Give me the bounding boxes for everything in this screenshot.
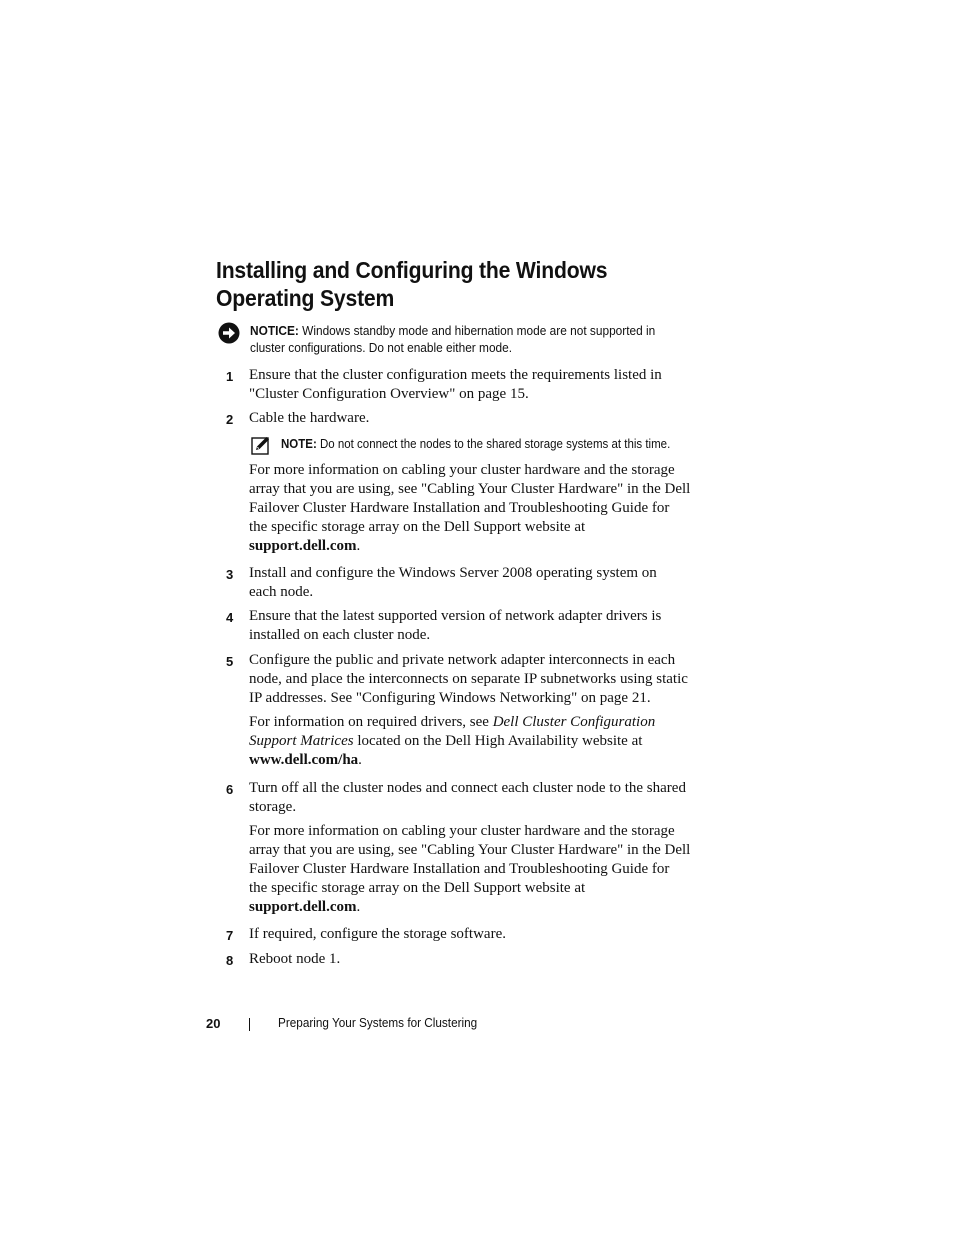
note-label: NOTE:	[281, 437, 317, 451]
footer-chapter-title: Preparing Your Systems for Clustering	[278, 1016, 478, 1030]
section-heading-line1: Installing and Configuring the Windows	[216, 257, 608, 283]
step-number: 5	[226, 654, 234, 669]
page-number: 20	[206, 1016, 221, 1031]
step-number: 4	[226, 610, 234, 625]
cabling-paragraph	[249, 461, 717, 556]
step-number: 8	[226, 953, 234, 968]
step-text	[249, 651, 717, 708]
paragraph-text: located on the Dell High Availability website at	[353, 733, 643, 749]
step-text	[249, 779, 717, 817]
step-number: 7	[226, 928, 234, 943]
paragraph-line: the specific storage array on the Dell Support website at	[249, 519, 586, 535]
step-number: 6	[226, 782, 234, 797]
step-text-line: "Cluster Configuration Overview" on page 15.	[249, 386, 529, 402]
step-text-line: storage.	[249, 799, 297, 815]
step-number: 3	[226, 567, 234, 582]
paragraph-line: For more information on cabling your cluster hardware and the storage	[249, 823, 675, 839]
step-text-line: installed on each cluster node.	[249, 627, 431, 643]
note-body: Do not connect the nodes to the shared storage systems at this time.	[316, 437, 671, 451]
notice-label: NOTICE:	[250, 324, 299, 338]
notice-arrow-icon	[218, 322, 240, 344]
matrix-title-part2: Support Matrices	[249, 733, 354, 749]
paragraph-line: the specific storage array on the Dell Support website at	[249, 880, 586, 896]
notice-text-line2: cluster configurations. Do not enable either mode.	[250, 341, 513, 355]
step-text-line: Turn off all the cluster nodes and connect each cluster node to the shared	[249, 780, 686, 796]
step-number: 2	[226, 412, 234, 427]
section-heading	[216, 256, 694, 312]
step-text	[249, 950, 717, 969]
drivers-paragraph	[249, 713, 717, 770]
notice-text-line1: Windows standby mode and hibernation mode are not supported in	[298, 324, 656, 338]
step-text	[249, 366, 717, 404]
step-text-line: IP addresses. See "Configuring Windows Networking" on page 21.	[249, 690, 651, 706]
paragraph-line: For more information on cabling your cluster hardware and the storage	[249, 462, 675, 478]
step-text-line: each node.	[249, 584, 314, 600]
step-text-line: Cable the hardware.	[249, 410, 370, 426]
support-link[interactable]: support.dell.com	[249, 538, 357, 554]
notice-text	[250, 323, 697, 357]
support-link[interactable]: support.dell.com	[249, 899, 357, 915]
note-text	[281, 436, 723, 453]
paragraph-line: Failover Cluster Hardware Installation and Troubleshooting Guide for	[249, 500, 670, 516]
ha-link[interactable]: www.dell.com/ha	[249, 752, 359, 768]
step-text-line: Ensure that the cluster configuration meets the requirements listed in	[249, 367, 662, 383]
step-text	[249, 564, 717, 602]
step-text-line: If required, configure the storage software.	[249, 926, 506, 942]
footer-divider	[249, 1018, 250, 1031]
cabling-paragraph-repeat	[249, 822, 717, 917]
step-text-line: Ensure that the latest supported version of network adapter drivers is	[249, 608, 662, 624]
paragraph-text: For information on required drivers, see	[249, 714, 493, 730]
step-text-line: Install and configure the Windows Server 2008 operating system on	[249, 565, 657, 581]
matrix-title-part1: Dell Cluster Configuration	[492, 714, 656, 730]
section-heading-line2: Operating System	[216, 285, 395, 311]
step-number: 1	[226, 369, 234, 384]
paragraph-period: .	[356, 538, 361, 554]
step-text-line: node, and place the interconnects on separate IP subnetworks using static	[249, 671, 688, 687]
paragraph-line: Failover Cluster Hardware Installation and Troubleshooting Guide for	[249, 861, 670, 877]
paragraph-period: .	[358, 752, 362, 768]
step-text-line: Configure the public and private network adapter interconnects in each	[249, 652, 676, 668]
step-text	[249, 925, 717, 944]
step-text	[249, 409, 717, 428]
note-pencil-icon	[251, 435, 271, 455]
step-text	[249, 607, 717, 645]
paragraph-line: array that you are using, see "Cabling Your Cluster Hardware" in the Dell	[249, 842, 691, 858]
paragraph-line: array that you are using, see "Cabling Your Cluster Hardware" in the Dell	[249, 481, 691, 497]
step-text-line: Reboot node 1.	[249, 951, 341, 967]
paragraph-period: .	[356, 899, 361, 915]
